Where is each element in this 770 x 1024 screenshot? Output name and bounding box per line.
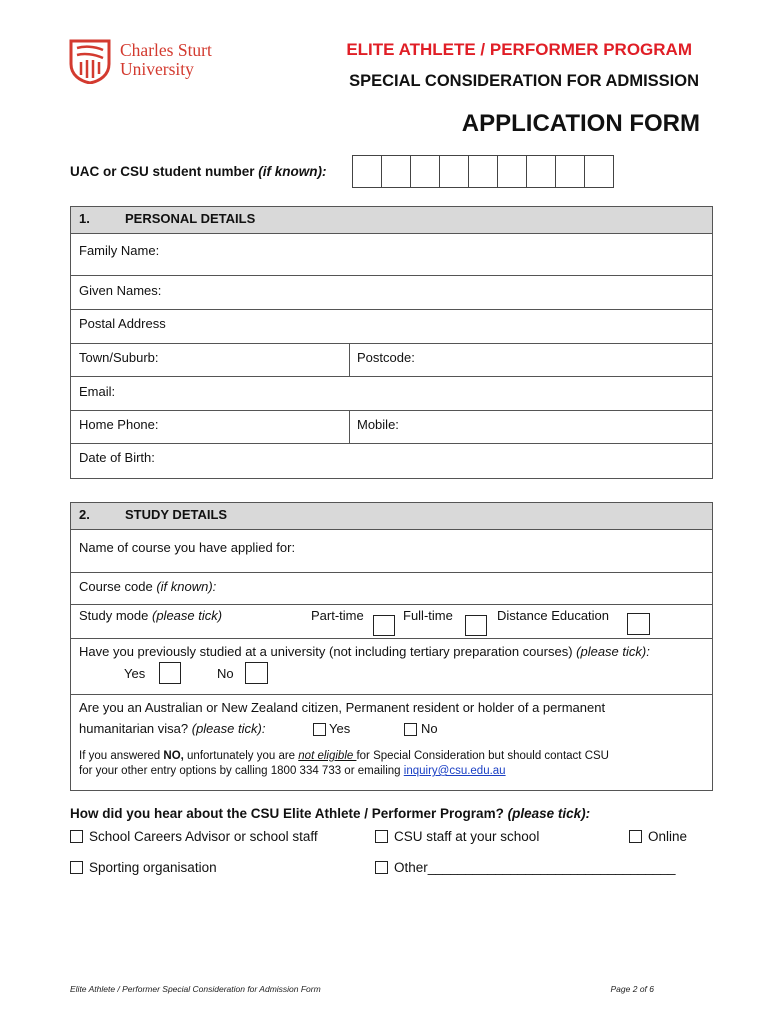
town-postcode-row [71,344,712,377]
full-time-checkbox[interactable] [465,615,487,636]
section-number: 2. [79,507,90,522]
postal-address-label: Postal Address [79,316,166,331]
uac-number-boxes[interactable] [353,155,614,188]
form-title: APPLICATION FORM [461,110,700,137]
uac-digit-box[interactable] [584,155,614,188]
part-time-checkbox[interactable] [373,615,395,636]
logo-line2: University [120,59,194,79]
family-name-label: Family Name: [79,243,160,258]
part-time-label: Part-time [311,608,364,623]
citizenship-question-cont: humanitarian visa? (please tick): [79,721,266,736]
citizen-yes-checkbox[interactable] [313,723,326,736]
uac-digit-box[interactable] [526,155,556,188]
course-name-label: Name of course you have applied for: [79,540,296,555]
distance-checkbox[interactable] [627,613,650,635]
uac-digit-box[interactable] [555,155,585,188]
dob-label: Date of Birth: [79,450,155,465]
personal-details-section [70,206,713,479]
course-name-field[interactable] [71,530,712,573]
study-details-section [70,502,713,791]
given-names-field[interactable] [71,276,712,310]
course-code-label: Course code (if known): [79,579,217,594]
other-checkbox[interactable] [375,861,388,874]
csu-staff-label: CSU staff at your school [394,829,540,844]
citizen-no-checkbox[interactable] [404,723,417,736]
mobile-label: Mobile: [357,417,399,432]
town-label: Town/Suburb: [79,350,159,365]
citizen-no-label: No [421,721,438,736]
home-phone-label: Home Phone: [79,417,159,432]
prev-yes-label: Yes [124,666,146,681]
citizenship-row [71,695,712,790]
given-names-label: Given Names: [79,283,162,298]
prev-no-checkbox[interactable] [245,662,268,684]
online-label: Online [648,829,688,844]
section-header [71,207,712,234]
school-careers-label: School Careers Advisor or school staff [89,829,318,844]
online-checkbox[interactable] [629,830,642,843]
program-subtitle: SPECIAL CONSIDERATION FOR ADMISSION [349,72,699,90]
uac-digit-box[interactable] [352,155,382,188]
prev-no-label: No [217,666,234,681]
logo-line1: Charles Sturt [120,40,212,60]
postcode-label: Postcode: [357,350,415,365]
section-title: PERSONAL DETAILS [125,211,256,226]
uac-digit-box[interactable] [468,155,498,188]
previous-study-label: Have you previously studied at a university (not including tertiary preparation courses) (please tick): [79,644,650,659]
section-title: STUDY DETAILS [125,507,228,522]
footer-form-name: Elite Athlete / Performer Special Consideration for Admission Form [70,984,321,994]
sporting-org-label: Sporting organisation [89,860,217,875]
uac-digit-box[interactable] [497,155,527,188]
citizen-yes-label: Yes [329,721,351,736]
program-title: ELITE ATHLETE / PERFORMER PROGRAM [346,40,692,59]
sporting-org-checkbox[interactable] [70,861,83,874]
section-header [71,503,712,530]
uac-digit-box[interactable] [410,155,440,188]
family-name-field[interactable] [71,234,712,276]
eligibility-note: If you answered NO, unfortunately you are not eligible for Special Consideration but should contact CSU for your other entry options by calling 1800 334 733 or emailing inquiry@csu.edu.au [79,750,609,777]
csu-staff-checkbox[interactable] [375,830,388,843]
dob-field[interactable] [71,444,712,478]
previous-study-row [71,639,712,695]
other-label: Other_________________________________ [394,860,676,875]
study-mode-row [71,605,712,639]
postal-address-field[interactable] [71,310,712,344]
study-mode-label: Study mode (please tick) [79,608,223,623]
uac-digit-box[interactable] [381,155,411,188]
distance-label: Distance Education [497,608,610,623]
course-code-field[interactable] [71,573,712,605]
hear-question: How did you hear about the CSU Elite Athlete / Performer Program? (please tick): [70,806,591,821]
phone-row [71,411,712,444]
inquiry-email-link[interactable]: inquiry@csu.edu.au [403,765,506,777]
footer-page-number: Page 2 of 6 [610,984,654,994]
school-careers-checkbox[interactable] [70,830,83,843]
prev-yes-checkbox[interactable] [159,662,181,684]
uac-digit-box[interactable] [439,155,469,188]
citizenship-question: Are you an Australian or New Zealand citizen, Permanent resident or holder of a permanent [79,700,606,715]
section-number: 1. [79,211,90,226]
uac-label: UAC or CSU student number (if known): [70,164,327,179]
full-time-label: Full-time [403,608,453,623]
email-label: Email: [79,384,116,399]
email-field[interactable] [71,377,712,411]
